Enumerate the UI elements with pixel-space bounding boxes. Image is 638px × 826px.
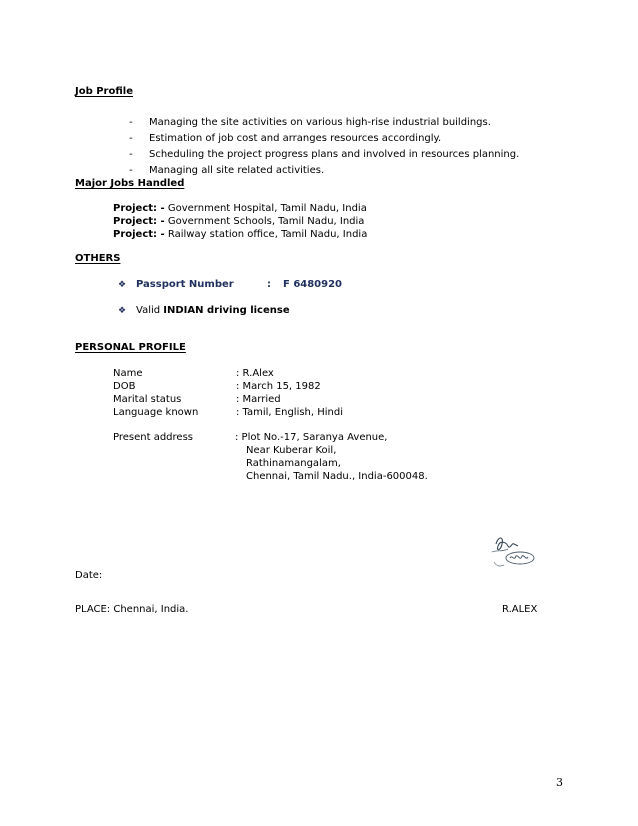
- passport-separator: :: [267, 279, 271, 290]
- list-dash: -: [129, 165, 133, 176]
- field-label-address: Present address: [113, 432, 193, 443]
- project-label: Project: -: [113, 203, 165, 214]
- job-profile-item-4: Managing all site related activities.: [149, 165, 325, 176]
- page-number: 3: [556, 776, 563, 789]
- project-row-2: [113, 216, 364, 227]
- place-label: PLACE: Chennai, India.: [75, 604, 189, 615]
- license-type: INDIAN driving license: [163, 305, 290, 316]
- job-profile-item-3: Scheduling the project progress plans and involved in resources planning.: [149, 149, 520, 160]
- project-value: Government Hospital, Tamil Nadu, India: [164, 203, 367, 214]
- address-line-2: Near Kuberar Koil,: [246, 445, 337, 456]
- signature-name: R.ALEX: [502, 604, 538, 615]
- field-label-language: Language known: [113, 407, 199, 418]
- job-profile-heading: Job Profile: [75, 86, 133, 97]
- field-value-language: : Tamil, English, Hindi: [236, 407, 344, 418]
- project-label: Project: -: [113, 216, 165, 227]
- license-prefix: Valid: [136, 305, 164, 316]
- driving-license-line: [136, 305, 290, 316]
- field-value-dob: : March 15, 1982: [236, 381, 321, 392]
- field-label-marital-status: Marital status: [113, 394, 182, 405]
- list-dash: -: [129, 149, 133, 160]
- address-line-4: Chennai, Tamil Nadu., India-600048.: [246, 471, 428, 482]
- project-value: Railway station office, Tamil Nadu, India: [164, 229, 368, 240]
- project-row-3: [113, 229, 367, 240]
- others-heading: OTHERS: [75, 253, 121, 264]
- diamond-bullet-icon: ❖: [118, 306, 127, 316]
- passport-label: Passport Number: [136, 279, 234, 290]
- date-label: Date:: [75, 570, 103, 581]
- field-value-marital-status: : Married: [236, 394, 281, 405]
- job-profile-item-1: Managing the site activities on various high-rise industrial buildings.: [149, 117, 491, 128]
- project-value: Government Schools, Tamil Nadu, India: [164, 216, 365, 227]
- list-dash: -: [129, 117, 133, 128]
- major-jobs-heading: Major Jobs Handled: [75, 178, 185, 189]
- job-profile-item-2: Estimation of job cost and arranges resources accordingly.: [149, 133, 442, 144]
- project-label: Project: -: [113, 229, 165, 240]
- project-row-1: [113, 203, 367, 214]
- list-dash: -: [129, 133, 133, 144]
- address-line-3: Rathinamangalam,: [246, 458, 341, 469]
- passport-value: F 6480920: [283, 279, 343, 290]
- personal-profile-heading: PERSONAL PROFILE: [75, 342, 186, 353]
- field-label-dob: DOB: [113, 381, 136, 392]
- handwritten-signature: [488, 532, 540, 572]
- diamond-bullet-icon: ❖: [118, 280, 127, 290]
- address-line-1: : Plot No.-17, Saranya Avenue,: [235, 432, 388, 443]
- field-value-name: : R.Alex: [236, 368, 274, 379]
- field-label-name: Name: [113, 368, 143, 379]
